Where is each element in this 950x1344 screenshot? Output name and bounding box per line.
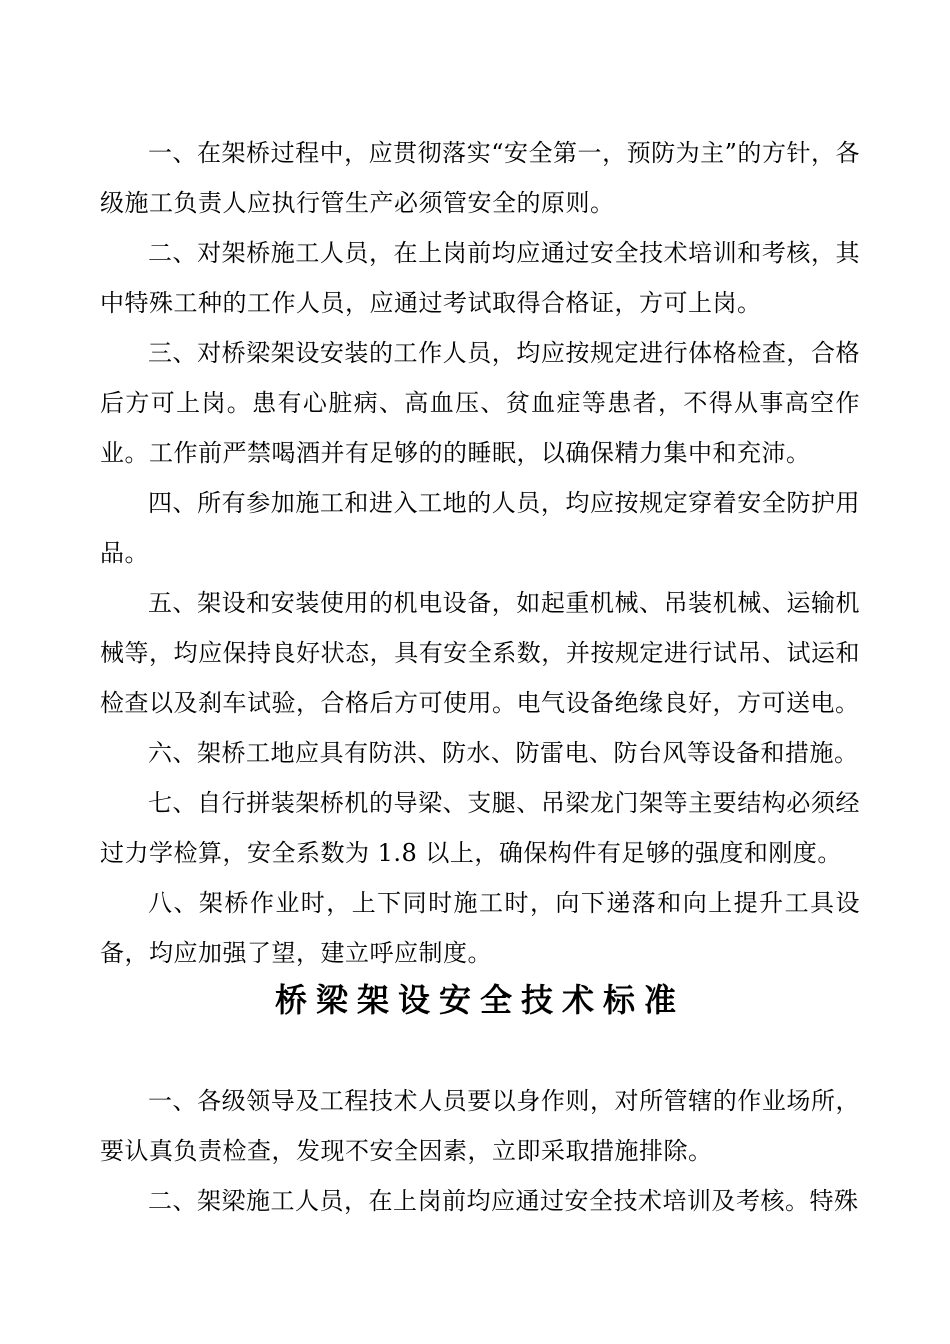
paragraph-5: 五、架设和安装使用的机电设备，如起重机械、吊装机械、运输机械等，均应保持良好状态，具有安全系数，并按规定进行试吊、试运和检查以及刹车试验，合格后方可使用。电气设备绝缘良好，方可送电。 <box>100 589 860 717</box>
paragraph-8: 八、架桥作业时，上下同时施工时，向下递落和向上提升工具设备，均应加强了望，建立呼应制度。 <box>100 889 860 967</box>
regulations-section <box>100 128 860 978</box>
paragraph-7: 七、自行拼装架桥机的导梁、支腿、吊梁龙门架等主要结构必须经过力学检算，安全系数为 1.8 以上，确保构件有足够的强度和刚度。 <box>100 789 860 867</box>
paragraph-4: 四、所有参加施工和进入工地的人员，均应按规定穿着安全防护用品。 <box>100 489 860 567</box>
standard-paragraph-1: 一、各级领导及工程技术人员要以身作则，对所管辖的作业场所，要认真负责检查，发现不安全因素，立即采取措施排除。 <box>100 1087 860 1165</box>
technical-standards-section <box>100 1076 860 1226</box>
paragraph-1: 一、在架桥过程中，应贯彻落实“安全第一，预防为主”的方针，各级施工负责人应执行管生产必须管安全的原则。 <box>100 139 860 217</box>
standard-paragraph-2: 二、架梁施工人员，在上岗前均应通过安全技术培训及考核。特殊 <box>148 1187 859 1215</box>
paragraph-6: 六、架桥工地应具有防洪、防水、防雷电、防台风等设备和措施。 <box>148 739 859 767</box>
section-heading: 桥梁架设安全技术标准 <box>274 981 685 1019</box>
paragraph-3: 三、对桥梁架设安装的工作人员，均应按规定进行体格检查，合格后方可上岗。患有心脏病、高血压、贫血症等患者，不得从事高空作业。工作前严禁喝酒并有足够的的睡眠，以确保精力集中和充沛。 <box>100 339 860 467</box>
paragraph-2: 二、对架桥施工人员，在上岗前均应通过安全技术培训和考核，其中特殊工种的工作人员，应通过考试取得合格证，方可上岗。 <box>100 239 860 317</box>
